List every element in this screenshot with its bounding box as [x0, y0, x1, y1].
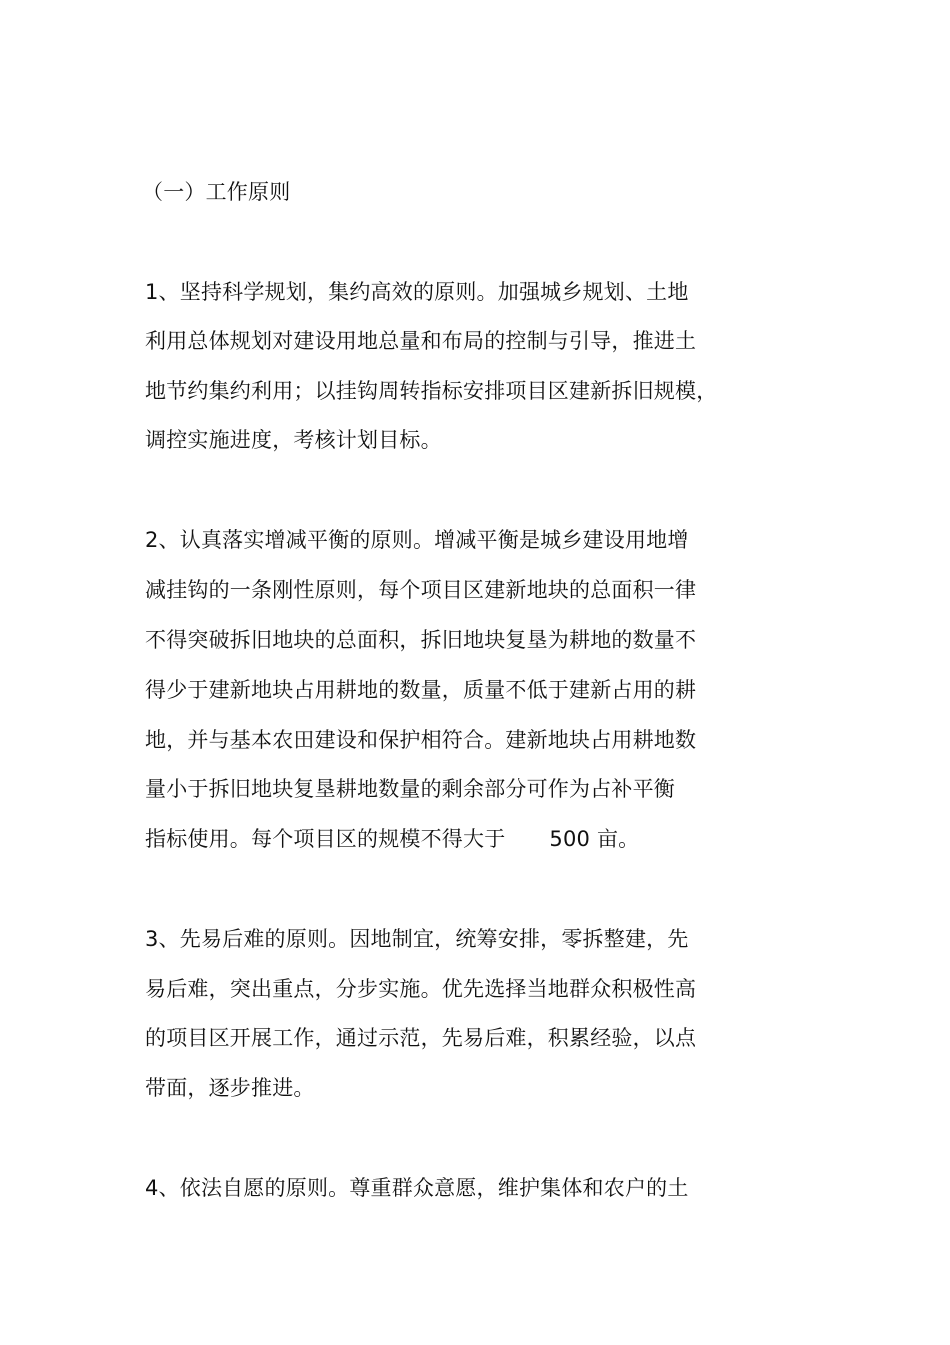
area-limit-value: 500 亩。 — [549, 827, 640, 851]
paragraph-1-line-1: 1、坚持科学规划，集约高效的原则。加强城乡规划、土地 — [145, 280, 689, 304]
paragraph-1-line-4: 调控实施进度，考核计划目标。 — [145, 428, 442, 452]
paragraph-3-line-1: 3、先易后难的原则。因地制宜，统筹安排，零拆整建，先 — [145, 927, 689, 951]
paragraph-2-line-3: 不得突破拆旧地块的总面积，拆旧地块复垦为耕地的数量不 — [145, 628, 697, 652]
paragraph-2-line-1: 2、认真落实增减平衡的原则。增减平衡是城乡建设用地增 — [145, 528, 689, 552]
paragraph-2-line-7 — [145, 824, 639, 854]
paragraph-3-line-4: 带面，逐步推进。 — [145, 1076, 315, 1100]
paragraph-3-line-2: 易后难，突出重点，分步实施。优先选择当地群众积极性高 — [145, 977, 697, 1001]
paragraph-3-line-3: 的项目区开展工作，通过示范，先易后难，积累经验，以点 — [145, 1026, 697, 1050]
paragraph-1-line-3: 地节约集约利用；以挂钩周转指标安排项目区建新拆旧规模， — [145, 379, 718, 403]
paragraph-2-line-5: 地，并与基本农田建设和保护相符合。建新地块占用耕地数 — [145, 728, 697, 752]
paragraph-1-line-2: 利用总体规划对建设用地总量和布局的控制与引导，推进土 — [145, 329, 697, 353]
paragraph-2-line-7-text: 指标使用。每个项目区的规模不得大于 — [145, 827, 506, 851]
section-heading: （一）工作原则 — [142, 180, 291, 204]
paragraph-2-line-2: 减挂钩的一条刚性原则，每个项目区建新地块的总面积一律 — [145, 578, 697, 602]
paragraph-2-line-6: 量小于拆旧地块复垦耕地数量的剩余部分可作为占补平衡 — [145, 777, 675, 801]
paragraph-4-line-1: 4、依法自愿的原则。尊重群众意愿，维护集体和农户的土 — [145, 1176, 689, 1200]
paragraph-2-line-4: 得少于建新地块占用耕地的数量，质量不低于建新占用的耕 — [145, 678, 697, 702]
